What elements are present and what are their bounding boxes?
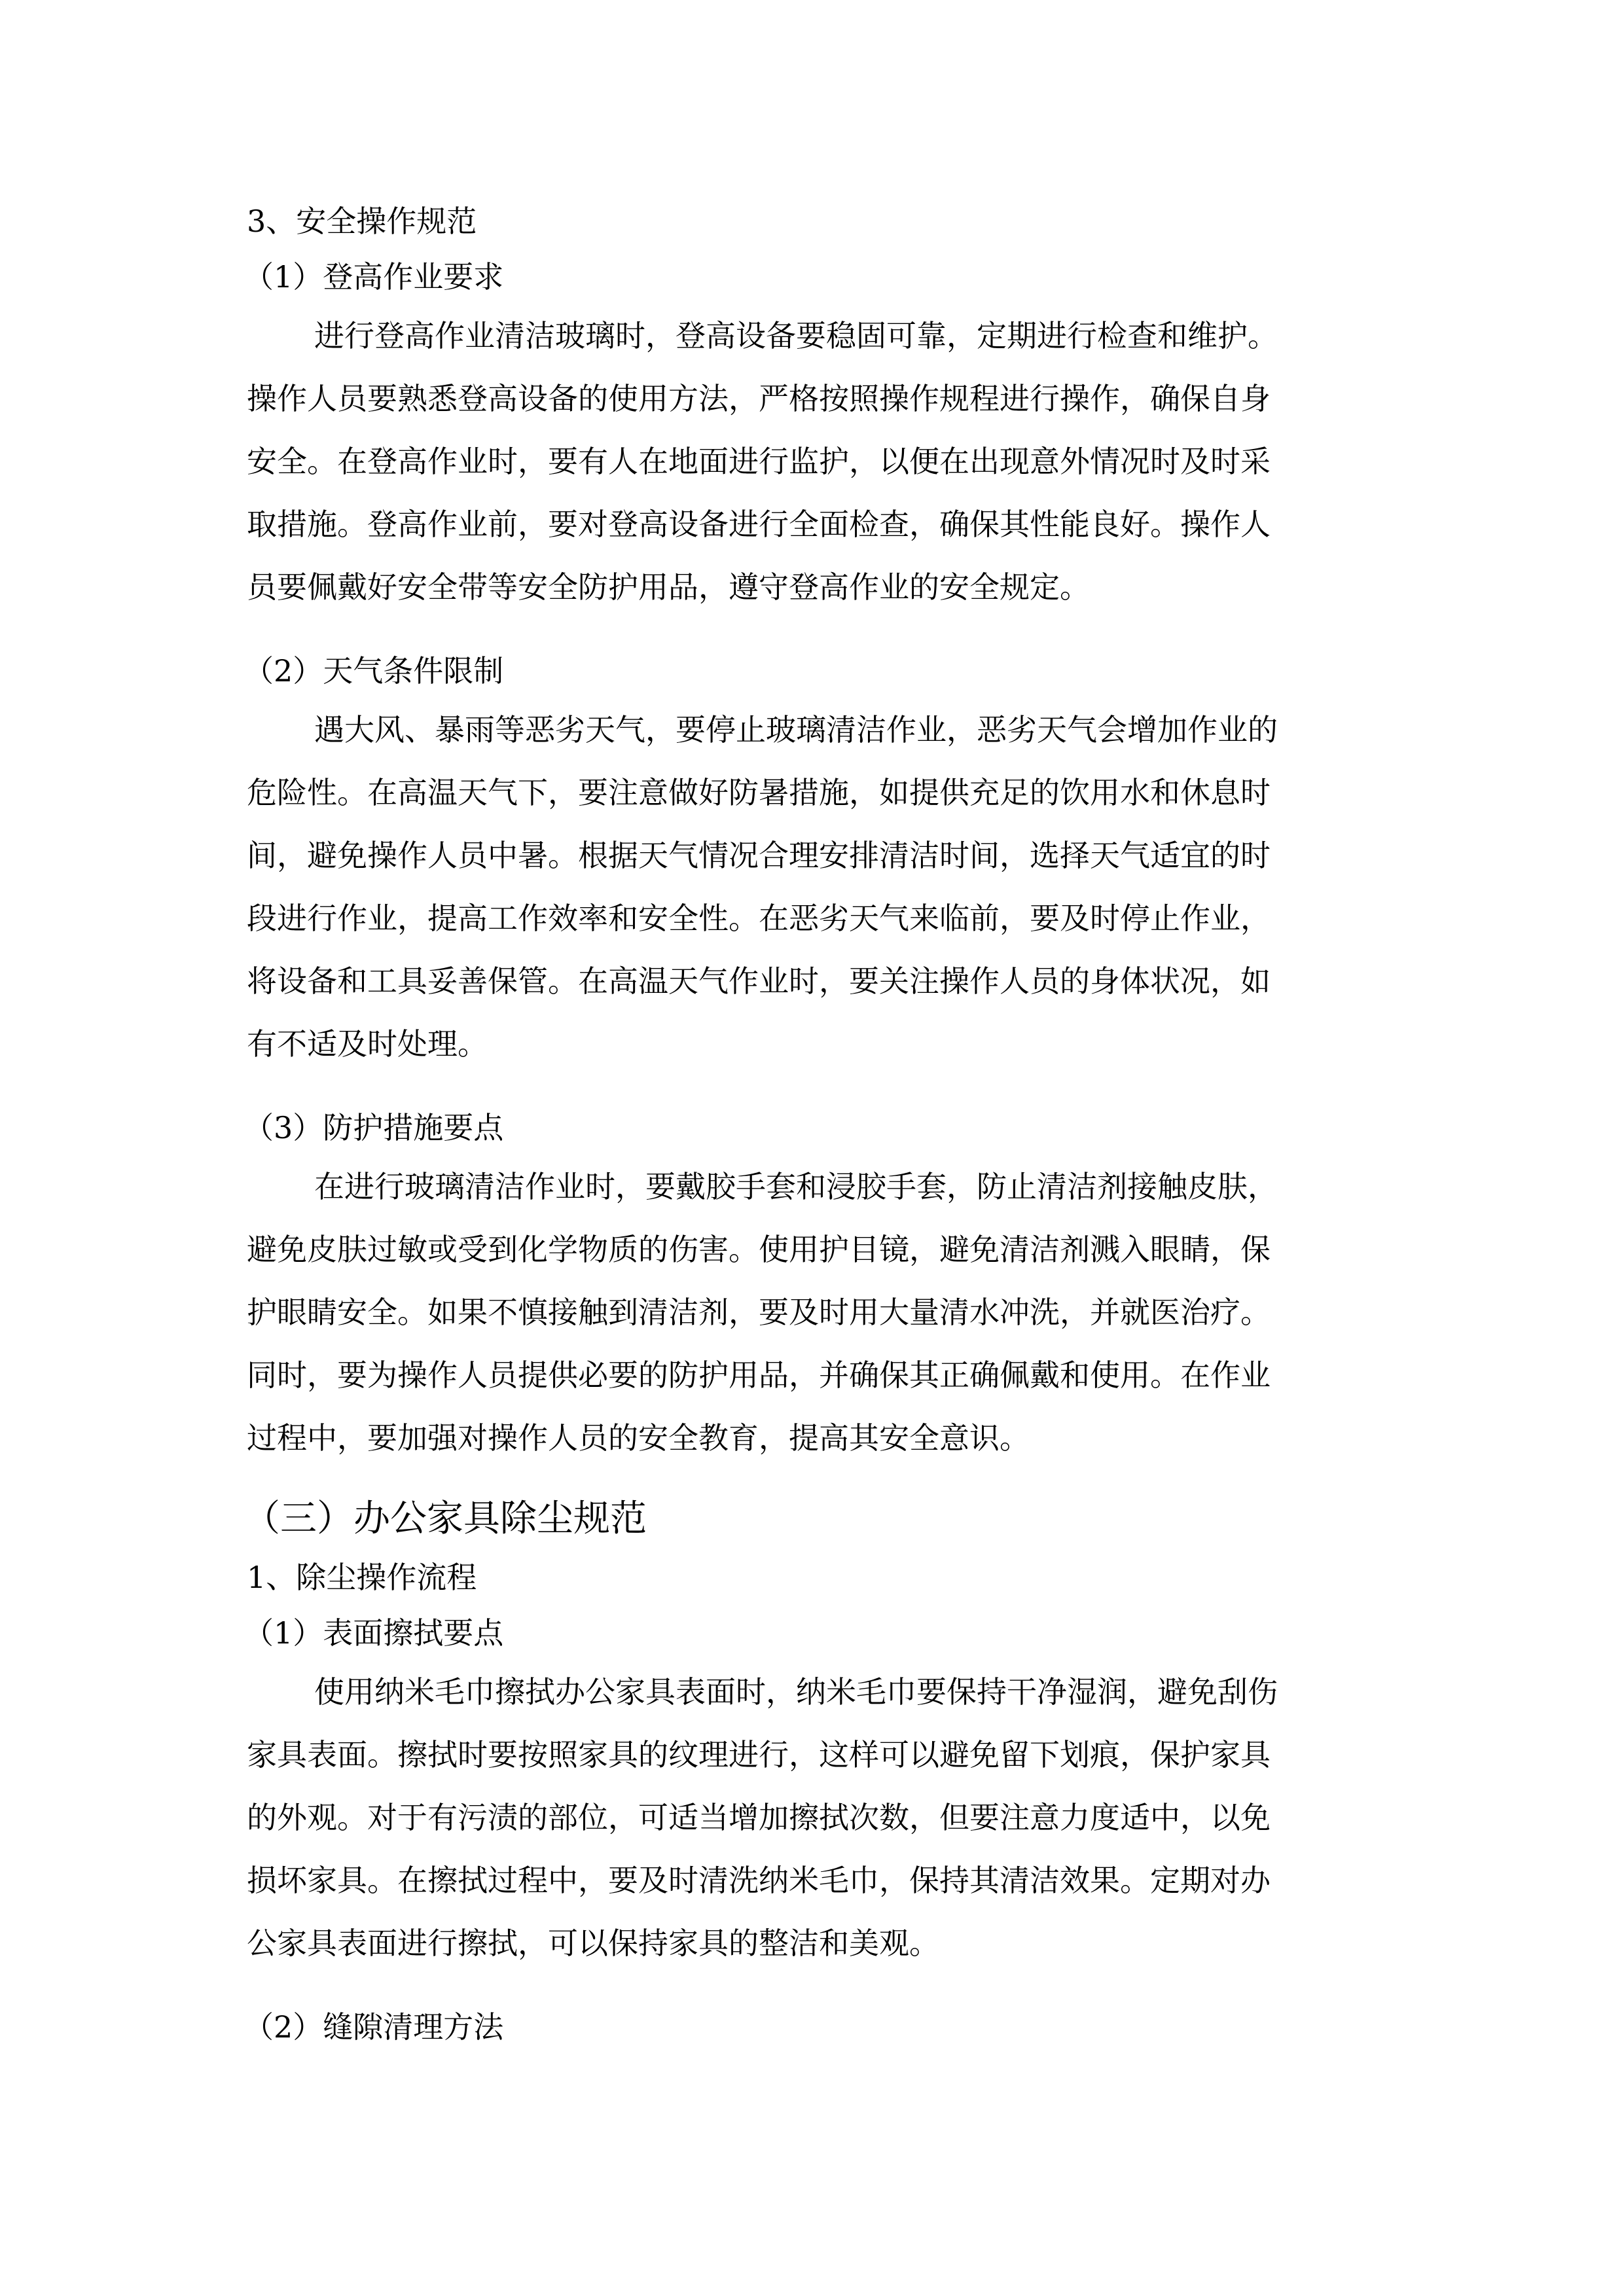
sub-1-heading: 1、除尘操作流程 [247,1560,477,1595]
item-2-heading: （2）天气条件限制 [244,653,504,689]
sub-item-1-heading: （1）表面擦拭要点 [244,1615,504,1651]
paragraph-line: 使用纳米毛巾擦拭办公家具表面时，纳米毛巾要保持干净湿润，避免刮伤 [314,1674,1278,1710]
paragraph-line: 取措施。登高作业前，要对登高设备进行全面检查，确保其性能良好。操作人 [247,507,1271,542]
paragraph-line: 安全。在登高作业时，要有人在地面进行监护，以便在出现意外情况时及时采 [247,444,1271,479]
paragraph-line: 的外观。对于有污渍的部位，可适当增加擦拭次数，但要注意力度适中，以免 [247,1800,1271,1835]
item-1-heading: （1）登高作业要求 [244,259,504,295]
paragraph-line: 间，避免操作人员中暑。根据天气情况合理安排清洁时间，选择天气适宜的时 [247,838,1271,873]
section-3-heading: 3、安全操作规范 [247,204,477,239]
paragraph-line: 在进行玻璃清洁作业时，要戴胶手套和浸胶手套，防止清洁剂接触皮肤， [314,1169,1278,1204]
paragraph-line: 避免皮肤过敏或受到化学物质的伤害。使用护目镜，避免清洁剂溅入眼睛，保 [247,1232,1271,1267]
paragraph-line: 有不适及时处理。 [247,1026,488,1062]
paragraph-line: 段进行作业，提高工作效率和安全性。在恶劣天气来临前，要及时停止作业， [247,901,1271,936]
paragraph-line: 进行登高作业清洁玻璃时，登高设备要稳固可靠，定期进行检查和维护。 [314,318,1278,353]
paragraph-line: 将设备和工具妥善保管。在高温天气作业时，要关注操作人员的身体状况，如 [247,963,1271,999]
paragraph-line: 遇大风、暴雨等恶劣天气，要停止玻璃清洁作业，恶劣天气会增加作业的 [314,712,1278,747]
section-san-heading: （三）办公家具除尘规范 [244,1498,647,1540]
paragraph-line: 操作人员要熟悉登高设备的使用方法，严格按照操作规程进行操作，确保自身 [247,381,1271,416]
paragraph-line: 公家具表面进行擦拭，可以保持家具的整洁和美观。 [247,1926,939,1961]
paragraph-line: 员要佩戴好安全带等安全防护用品，遵守登高作业的安全规定。 [247,569,1090,605]
paragraph-line: 同时，要为操作人员提供必要的防护用品，并确保其正确佩戴和使用。在作业 [247,1357,1271,1393]
item-3-heading: （3）防护措施要点 [244,1110,504,1145]
paragraph-line: 危险性。在高温天气下，要注意做好防暑措施，如提供充足的饮用水和休息时 [247,775,1271,810]
paragraph-line: 护眼睛安全。如果不慎接触到清洁剂，要及时用大量清水冲洗，并就医治疗。 [247,1295,1271,1330]
sub-item-2-heading: （2）缝隙清理方法 [244,2009,504,2045]
paragraph-line: 家具表面。擦拭时要按照家具的纹理进行，这样可以避免留下划痕，保护家具 [247,1737,1271,1772]
paragraph-line: 过程中，要加强对操作人员的安全教育，提高其安全意识。 [247,1420,1030,1456]
paragraph-line: 损坏家具。在擦拭过程中，要及时清洗纳米毛巾，保持其清洁效果。定期对办 [247,1863,1271,1898]
